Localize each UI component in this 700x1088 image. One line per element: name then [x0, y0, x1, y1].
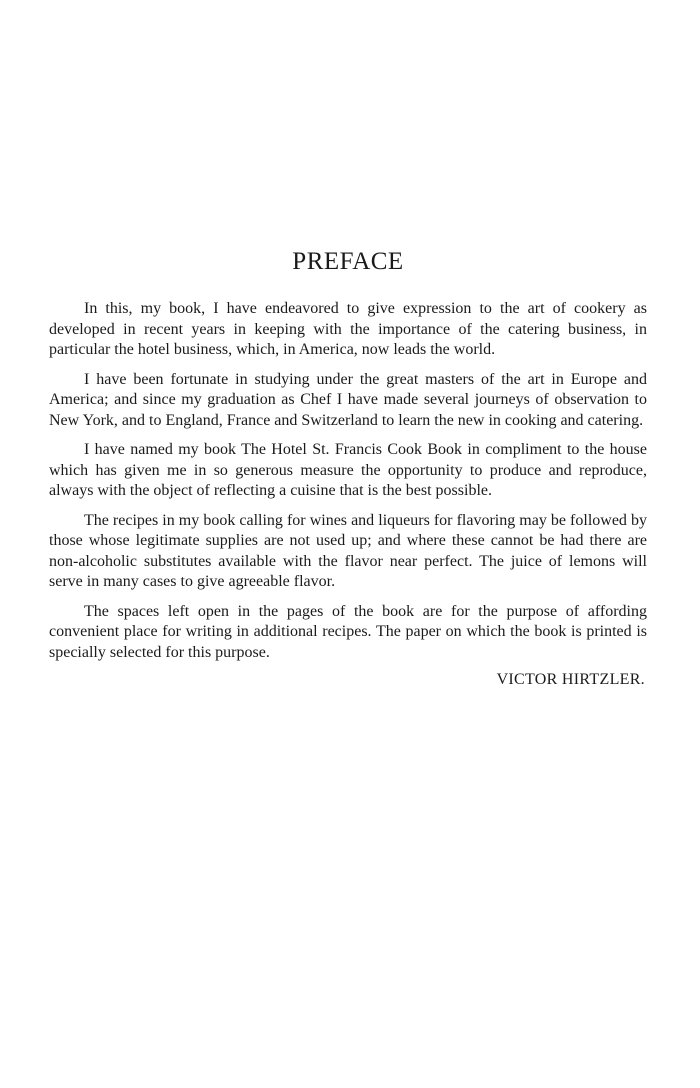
page-title: PREFACE	[292, 248, 404, 275]
preface-paragraph-3: I have named my book The Hotel St. Francis Cook Book in compliment to the house which has given me in so generous measure the opportunity to produce and reproduce, always with the object of reflecting a cuisine that is the best possible.	[49, 441, 647, 499]
preface-page	[49, 247, 647, 690]
preface-paragraph-2: I have been fortunate in studying under the great masters of the art in Europe and America; and since my graduation as Chef I have made several journeys of observation to New York, and to England, France and Switzerland to learn the new in cooking and catering.	[49, 370, 647, 429]
preface-paragraph-4: The recipes in my book calling for wines and liqueurs for flavoring may be followed by those whose legitimate supplies are not used up; and where these cannot be had there are non-alcoholic substitutes available with the flavor near perfect. The juice of lemons will serve in many cases to give agreeable flavor.	[49, 511, 647, 590]
preface-paragraph-5: The spaces left open in the pages of the book are for the purpose of affording convenient place for writing in additional recipes. The paper on which the book is printed is specially selected for this purpose.	[49, 602, 647, 661]
preface-paragraph-1: In this, my book, I have endeavored to give expression to the art of cookery as developed in recent years in keeping with the importance of the catering business, in particular the hotel business, which, in America, now leads the world.	[49, 300, 647, 358]
author-signature: VICTOR HIRTZLER.	[496, 671, 645, 688]
